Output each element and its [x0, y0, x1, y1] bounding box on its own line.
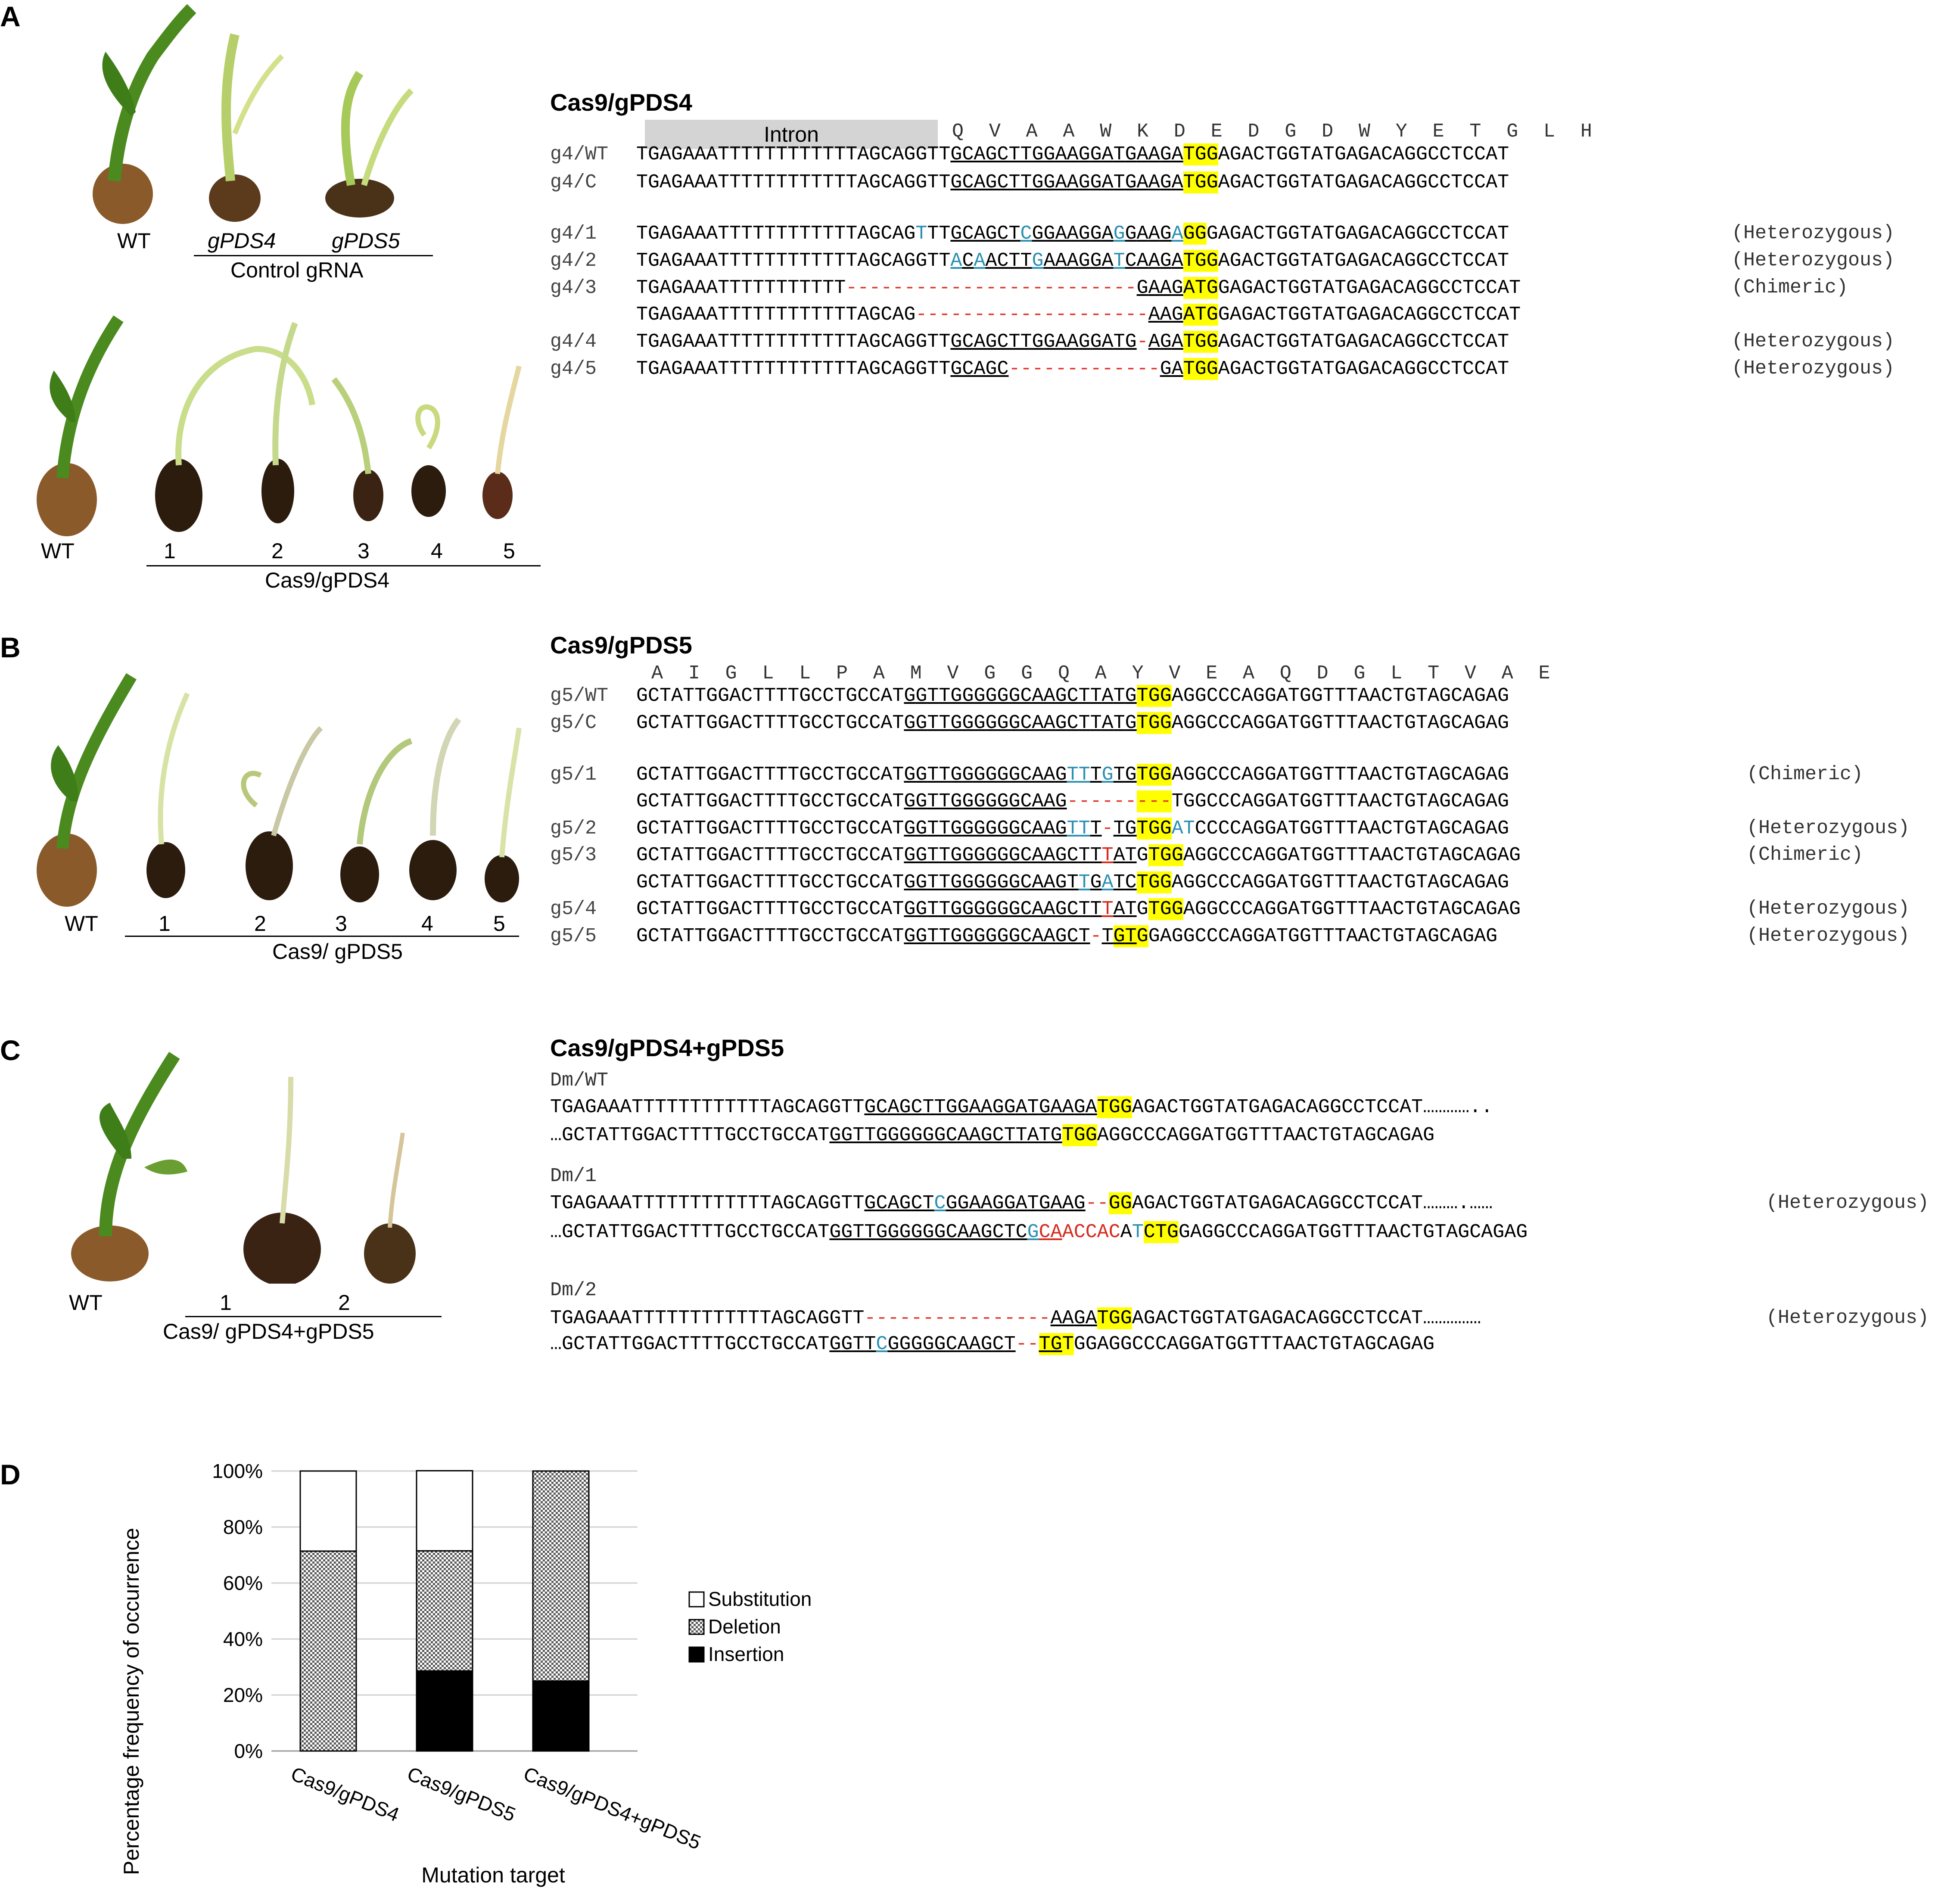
caption-cas9-gpds5: Cas9/ gPDS5 — [272, 939, 403, 964]
caption-mutant-4: 4 — [431, 539, 443, 563]
sequence-text: TGAGAAATTTTTTTTTTT-------------------------GAAGATGGAGACTGGTATGAGACAGGCCTCCAT — [636, 277, 1521, 299]
sequence-row — [550, 1094, 1493, 1120]
sequence-row — [550, 815, 1509, 841]
bar-segment-insertion — [417, 1671, 473, 1751]
alignment-title-a: Cas9/gPDS4 — [550, 89, 692, 116]
bar-segment-substitution — [417, 1471, 473, 1551]
panel-label-c: C — [0, 1034, 21, 1066]
bar-segment-deletion — [533, 1471, 589, 1681]
sequence-text: GCTATTGGACTTTTGCCTGCCATGGTTGGGGGGCAAGTTGATCTGGAGGCCCAGGATGGTTTAACTGTAGCAGAG — [636, 871, 1509, 893]
legend-swatch — [689, 1620, 704, 1634]
sequence-text: TGAGAAATTTTTTTTTTTTAGCAGGTTGCAGC-------------GATGGAGACTGGTATGAGACAGGCCTCCAT — [636, 358, 1509, 380]
x-category-label: Cas9/gPDS4+gPDS5 — [520, 1762, 704, 1854]
sequence-text: …GCTATTGGACTTTTGCCTGCCATGGTTCGGGGGCAAGCT--TGTGGAGGCCCAGGATGGTTTAACTGTAGCAGAG — [550, 1333, 1435, 1355]
chart-ylabel: Percentage frequency of occurrence — [119, 1527, 143, 1875]
panel-label-b: B — [0, 631, 21, 663]
control-seedlings-image — [67, 4, 442, 224]
genotype-note: (Chimeric) — [1732, 277, 1848, 299]
mutation-frequency-chart — [108, 1443, 926, 1891]
caption-wt: WT — [117, 229, 151, 253]
sequence-row — [550, 869, 1509, 895]
sequence-row — [550, 923, 1497, 949]
sequence-row — [550, 762, 1509, 787]
genotype-note: (Heterozygous) — [1766, 1192, 1929, 1214]
legend-swatch — [689, 1592, 704, 1607]
panel-label-d: D — [0, 1459, 21, 1490]
sequence-text: GCTATTGGACTTTTGCCTGCCATGGTTGGGGGGCAAGTTT-TGTGGATCCCCAGGATGGTTTAACTGTAGCAGAG — [636, 817, 1509, 840]
y-tick-label: 40% — [223, 1628, 263, 1650]
sequence-text: GCTATTGGACTTTTGCCTGCCATGGTTGGGGGGCAAGCTTTATGTGGAGGCCCAGGATGGTTTAACTGTAGCAGAG — [636, 844, 1521, 866]
sequence-text: GCTATTGGACTTTTGCCTGCCATGGTTGGGGGGCAAGCT-TGTGGAGGCCCAGGATGGTTTAACTGTAGCAGAG — [636, 925, 1498, 947]
caption-mutant-3: 3 — [335, 911, 347, 936]
sequence-text: GCTATTGGACTTTTGCCTGCCATGGTTGGGGGGCAAGTTTGTGTGGAGGCCCAGGATGGTTTAACTGTAGCAGAG — [636, 763, 1509, 786]
caption-mutant-2: 2 — [254, 911, 266, 936]
sequence-row — [550, 169, 1509, 195]
y-tick-label: 20% — [223, 1684, 263, 1706]
amino-acid-row-a: Q V A A W K D E D G D W Y E T G L H — [952, 121, 1593, 143]
sequence-row — [550, 788, 1509, 814]
chart-xlabel: Mutation target — [421, 1863, 565, 1887]
sequence-row — [550, 683, 1509, 709]
sequence-id: g4/4 — [550, 330, 597, 353]
y-tick-label: 100% — [212, 1460, 263, 1482]
gpds5-seedlings-image — [32, 663, 536, 913]
sequence-id: g5/C — [550, 712, 597, 734]
sequence-row — [550, 842, 1521, 868]
double-mutants-photo — [58, 1051, 429, 1284]
genotype-note: (Chimeric) — [1747, 763, 1864, 785]
caption-gpds5: gPDS5 — [332, 229, 400, 253]
sequence-row — [550, 896, 1521, 922]
sequence-text: TGAGAAATTTTTTTTTTTTAGCAGGTTGCAGCTTGGAAGGATGAAGATGGAGACTGGTATGAGACAGGCCTCCAT — [636, 171, 1509, 193]
genotype-note: (Heterozygous) — [1747, 898, 1910, 920]
intron-label: Intron — [764, 122, 819, 146]
sequence-text: GCTATTGGACTTTTGCCTGCCATGGTTGGGGGGCAAGCTTATGTGGAGGCCCAGGATGGTTTAACTGTAGCAGAG — [636, 712, 1509, 734]
sequence-text: …GCTATTGGACTTTTGCCTGCCATGGTTGGGGGGCAAGCTTATGTGGAGGCCCAGGATGGTTTAACTGTAGCAGAG — [550, 1124, 1435, 1146]
sequence-text: …GCTATTGGACTTTTGCCTGCCATGGTTGGGGGGCAAGCTCGCAACCACATCTGGAGGCCCAGGATGGTTTAACTGTAGCAGAG — [550, 1221, 1528, 1243]
sequence-row — [550, 1331, 1434, 1357]
genotype-note: (Heterozygous) — [1766, 1307, 1929, 1329]
control-group-line — [194, 255, 433, 256]
genotype-note: (Chimeric) — [1747, 844, 1864, 866]
sequence-text: TGAGAAATTTTTTTTTTTTAGCAGGTTGCAGCTCGGAAGGATGAAG--GGAGACTGGTATGAGACAGGCCTCCAT……….…… — [550, 1192, 1493, 1214]
sequence-text: TGAGAAATTTTTTTTTTTTAGCAGGTTGCAGCTTGGAAGGATGAAGATGGAGACTGGTATGAGACAGGCCTCCAT………….. — [550, 1096, 1493, 1118]
bar-segment-insertion — [533, 1681, 589, 1751]
sequence-text: TGAGAAATTTTTTTTTTTTAGCAGGTTACAACTTGAAAGGATCAAGATGGAGACTGGTATGAGACAGGCCTCCAT — [636, 249, 1509, 272]
caption-mutant-5: 5 — [493, 911, 505, 936]
genotype-note: (Heterozygous) — [1732, 249, 1895, 271]
genotype-note: (Heterozygous) — [1732, 330, 1895, 352]
caption-gpds4: gPDS4 — [208, 229, 276, 253]
sequence-id: Dm/2 — [550, 1279, 597, 1301]
sequence-row — [550, 221, 1509, 246]
caption-control-grna: Control gRNA — [230, 258, 364, 282]
sequence-row — [550, 1122, 1434, 1148]
sequence-row — [550, 1219, 1528, 1245]
sequence-id: g4/3 — [550, 277, 597, 299]
amino-acid-row-b: A I G L L P A M V G G Q A Y V E A Q D G L T V A E — [651, 662, 1551, 684]
caption-wt: WT — [69, 1291, 103, 1315]
sequence-row — [550, 1305, 1481, 1331]
genotype-note: (Heterozygous) — [1747, 817, 1910, 839]
alignment-title-b: Cas9/gPDS5 — [550, 631, 692, 659]
sequence-id: g4/WT — [550, 143, 609, 165]
caption-wt: WT — [65, 911, 98, 936]
sequence-id: g4/2 — [550, 249, 597, 272]
caption-mutant-3: 3 — [358, 539, 370, 563]
gpds4-seedlings-image — [32, 293, 536, 538]
y-tick-label: 60% — [223, 1572, 263, 1594]
caption-cas9-gpds4: Cas9/gPDS4 — [265, 568, 390, 592]
sequence-text: TGAGAAATTTTTTTTTTTTAGCAG--------------------AAGATGGAGACTGGTATGAGACAGGCCTCCAT — [636, 303, 1521, 326]
sequence-id: Dm/1 — [550, 1165, 597, 1187]
gpds5-group-line — [125, 936, 519, 937]
sequence-id: g5/2 — [550, 817, 597, 840]
x-category-label: Cas9/gPDS5 — [404, 1762, 519, 1826]
genotype-note: (Heterozygous) — [1747, 925, 1910, 947]
sequence-text: TGAGAAATTTTTTTTTTTTAGCAGGTTGCAGCTTGGAAGGATG-AGATGGAGACTGGTATGAGACAGGCCTCCAT — [636, 330, 1509, 353]
sequence-id: g5/1 — [550, 763, 597, 786]
caption-mutant-1: 1 — [220, 1291, 232, 1315]
y-tick-label: 0% — [234, 1740, 263, 1762]
sequence-id: g5/3 — [550, 844, 597, 866]
caption-mutant-2: 2 — [271, 539, 283, 563]
bar-segment-deletion — [300, 1551, 356, 1751]
sequence-text: GCTATTGGACTTTTGCCTGCCATGGTTGGGGGGCAAG---------TGGCCCAGGATGGTTTAACTGTAGCAGAG — [636, 790, 1509, 812]
sequence-row — [550, 329, 1509, 355]
caption-mutant-5: 5 — [503, 539, 515, 563]
sequence-id: g5/4 — [550, 898, 597, 920]
sequence-row — [550, 248, 1509, 274]
gpds5-mutants-photo — [32, 663, 536, 913]
sequence-text: TGAGAAATTTTTTTTTTTTAGCAGGTTGCAGCTTGGAAGGATGAAGATGGAGACTGGTATGAGACAGGCCTCCAT — [636, 143, 1509, 165]
legend-label: Insertion — [708, 1643, 784, 1665]
sequence-id: g4/1 — [550, 222, 597, 245]
bar-segment-substitution — [300, 1471, 356, 1551]
sequence-row — [550, 356, 1509, 382]
caption-mutant-4: 4 — [421, 911, 433, 936]
caption-cas9-gpds4-gpds5: Cas9/ gPDS4+gPDS5 — [163, 1319, 374, 1344]
panel-label-a: A — [0, 0, 21, 32]
double-mutant-seedlings-image — [58, 1051, 429, 1284]
sequence-id: g5/5 — [550, 925, 597, 947]
genotype-note: (Heterozygous) — [1732, 358, 1895, 379]
y-tick-label: 80% — [223, 1516, 263, 1538]
control-seedling-photo — [67, 4, 442, 224]
caption-mutant-1: 1 — [164, 539, 176, 563]
sequence-text: TGAGAAATTTTTTTTTTTTAGCAGGTT----------------AAGATGGAGACTGGTATGAGACAGGCCTCCAT…………… — [550, 1307, 1481, 1329]
bar-segment-deletion — [417, 1551, 473, 1671]
sequence-id: g5/WT — [550, 684, 609, 707]
legend-swatch — [689, 1647, 704, 1662]
sequence-id: Dm/WT — [550, 1070, 609, 1092]
sequence-text: TGAGAAATTTTTTTTTTTTAGCAGTTTGCAGCTCGGAAGGAGGAAGAGGGAGACTGGTATGAGACAGGCCTCCAT — [636, 222, 1509, 245]
sequence-row — [550, 275, 1521, 301]
sequence-row — [550, 710, 1509, 736]
caption-mutant-2: 2 — [338, 1291, 350, 1315]
sequence-row — [550, 1190, 1493, 1216]
sequence-id: g4/C — [550, 171, 597, 193]
double-group-line — [185, 1316, 442, 1317]
caption-wt: WT — [41, 539, 75, 563]
gpds4-group-line — [146, 565, 541, 566]
gpds4-mutants-photo — [32, 293, 536, 538]
caption-mutant-1: 1 — [159, 911, 171, 936]
legend-label: Substitution — [708, 1588, 812, 1610]
sequence-row — [550, 141, 1509, 167]
alignment-title-c: Cas9/gPDS4+gPDS5 — [550, 1034, 784, 1061]
sequence-id: g4/5 — [550, 358, 597, 380]
x-category-label: Cas9/gPDS4 — [288, 1762, 403, 1826]
legend-label: Deletion — [708, 1615, 781, 1638]
sequence-text: GCTATTGGACTTTTGCCTGCCATGGTTGGGGGGCAAGCTTTATGTGGAGGCCCAGGATGGTTTAACTGTAGCAGAG — [636, 898, 1521, 920]
genotype-note: (Heterozygous) — [1732, 222, 1895, 244]
sequence-row — [550, 302, 1521, 327]
sequence-text: GCTATTGGACTTTTGCCTGCCATGGTTGGGGGGCAAGCTTATGTGGAGGCCCAGGATGGTTTAACTGTAGCAGAG — [636, 684, 1509, 707]
